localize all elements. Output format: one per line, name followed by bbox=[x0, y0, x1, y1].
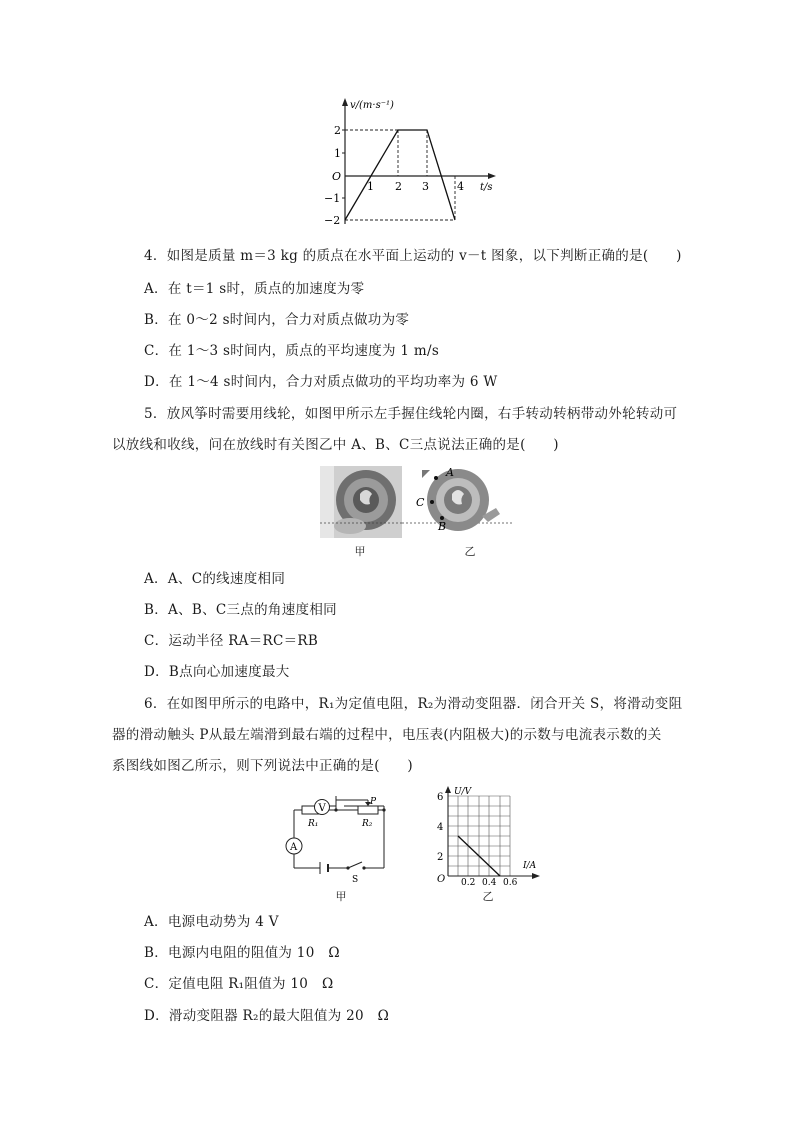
ui-origin-label: O bbox=[437, 874, 446, 885]
question-6-stem-line-2: 器的滑动触头 P从最左端滑到最右端的过程中，电压表(内阻极大)的示数与电流表示数的关 bbox=[112, 727, 662, 743]
kite-reel-photo-a bbox=[320, 466, 402, 538]
i-tick-label: 0.2 bbox=[461, 878, 476, 886]
question-4-option-d: D．在 1～4 s时间内，合力对质点做功的平均功率为 6 W bbox=[144, 374, 498, 390]
question-4-option-c: C．在 1～3 s时间内，质点的平均速度为 1 m/s bbox=[144, 343, 440, 359]
question-5-option-c: C．运动半径 RA＝RC＝RB bbox=[144, 633, 319, 649]
slider-label: P bbox=[370, 797, 377, 807]
question-5-option-b: B．A、B、C三点的角速度相同 bbox=[144, 602, 337, 618]
circuit-caption: 甲 bbox=[335, 890, 347, 903]
fig-caption-b: 乙 bbox=[464, 545, 476, 558]
question-6-stem-line-3: 系图线如图乙所示，则下列说法中正确的是( ) bbox=[112, 758, 413, 774]
question-5-option-a: A．A、C的线速度相同 bbox=[144, 571, 286, 587]
voltmeter-icon bbox=[313, 798, 331, 816]
question-4-option-b: B．在 0～2 s时间内，合力对质点做功为零 bbox=[144, 312, 410, 328]
voltmeter-branch bbox=[294, 796, 392, 816]
x-tick-label: 2 bbox=[395, 180, 402, 193]
point-b-label: B bbox=[438, 520, 447, 533]
y-tick-label: −2 bbox=[324, 214, 341, 227]
y-tick-label: 1 bbox=[334, 147, 341, 160]
r2-label: R₂ bbox=[362, 819, 373, 829]
graph-caption: 乙 bbox=[482, 890, 494, 903]
question-5-option-d: D．B点向心加速度最大 bbox=[144, 664, 290, 680]
kite-reel-photo-b bbox=[402, 466, 514, 538]
switch-label: S bbox=[352, 875, 359, 884]
i-axis-label: I/A bbox=[523, 861, 537, 871]
voltage-current-graph bbox=[428, 786, 546, 886]
fig-caption-a: 甲 bbox=[354, 545, 366, 558]
voltmeter-label: V bbox=[318, 803, 326, 814]
u-axis-label: U/V bbox=[454, 787, 472, 797]
r1-label: R₁ bbox=[308, 819, 319, 829]
x-tick-label: 1 bbox=[367, 180, 374, 193]
question-6-stem-line-1: 6．在如图甲所示的电路中，R₁为定值电阻，R₂为滑动变阻器．闭合开关 S，将滑动变阻 bbox=[144, 696, 683, 712]
y-tick-label: −1 bbox=[324, 192, 341, 205]
u-tick-label: 2 bbox=[437, 852, 444, 863]
question-6-option-a: A．电源电动势为 4 V bbox=[144, 914, 279, 930]
u-tick-label: 6 bbox=[437, 792, 444, 803]
question-5-stem-line-2: 以放线和收线，问在放线时有关图乙中 A、B、C三点说法正确的是( ) bbox=[112, 437, 559, 453]
y-tick-label: 2 bbox=[334, 124, 341, 137]
x-tick-label: 3 bbox=[422, 180, 429, 193]
point-c-label: C bbox=[416, 496, 425, 509]
question-5-stem-line-1: 5．放风筝时需要用线轮，如图甲所示左手握住线轮内圈，右手转动转柄带动外轮转动可 bbox=[144, 406, 678, 422]
i-tick-label: 0.4 bbox=[482, 878, 497, 886]
x-axis-label: t/s bbox=[480, 182, 493, 193]
i-tick-label: 0.6 bbox=[503, 878, 518, 886]
point-a-label: A bbox=[446, 466, 454, 479]
question-6-option-b: B．电源内电阻的阻值为 10 Ω bbox=[144, 945, 340, 961]
x-tick-label: 4 bbox=[457, 180, 464, 193]
question-4-stem: 4．如图是质量 m＝3 kg 的质点在水平面上运动的 v－t 图象，以下判断正确的是( ) bbox=[144, 248, 682, 264]
question-4-option-a: A．在 t＝1 s时，质点的加速度为零 bbox=[144, 281, 365, 297]
origin-label: O bbox=[332, 170, 342, 183]
question-6-option-c: C．定值电阻 R₁阻值为 10 Ω bbox=[144, 976, 334, 992]
u-tick-label: 4 bbox=[437, 822, 444, 833]
question-6-option-d: D．滑动变阻器 R₂的最大阻值为 20 Ω bbox=[144, 1008, 390, 1024]
ammeter-label: A bbox=[290, 842, 298, 853]
y-axis-label: v/(m·s⁻¹) bbox=[350, 100, 394, 111]
velocity-time-graph bbox=[310, 92, 510, 232]
